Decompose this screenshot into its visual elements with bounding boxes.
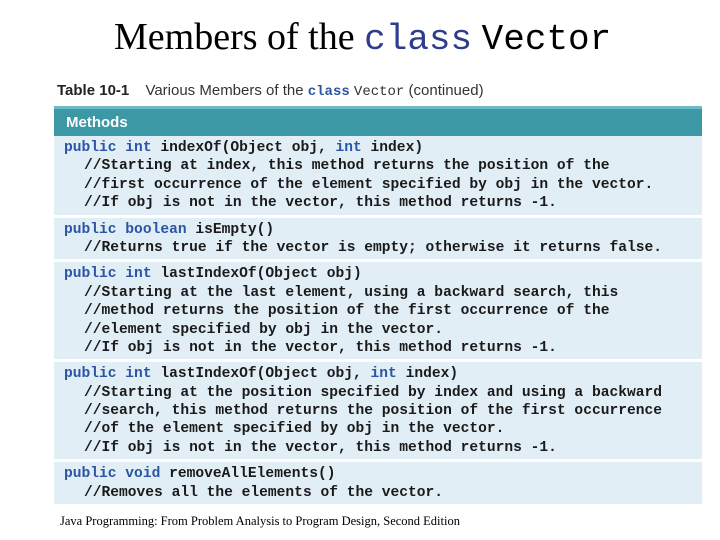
method-signature — [64, 221, 692, 239]
method-comment: //search, this method returns the position of the first occurrence — [84, 403, 663, 420]
method-comment: //of the element specified by obj in the vector. — [84, 421, 505, 438]
method-comment: //If obj is not in the vector, this method returns -1. — [84, 439, 557, 456]
method-param-type: int — [335, 140, 362, 156]
method-signature-text: removeAllElements() — [160, 466, 336, 483]
table-caption — [54, 76, 702, 106]
table-caption-class-name: Vector — [353, 84, 405, 100]
method-signature-end: index) — [361, 140, 424, 156]
method-signature-text: lastIndexOf(Object obj, — [151, 366, 371, 383]
method-comment: //first occurrence of the element specified by obj in the vector. — [84, 176, 654, 193]
method-comment: //If obj is not in the vector, this method returns -1. — [84, 195, 557, 212]
method-comment: //Returns true if the vector is empty; otherwise it returns false. — [84, 239, 663, 256]
members-table — [54, 76, 702, 501]
method-signature-text: lastIndexOf(Object obj) — [151, 266, 362, 283]
method-modifiers: public int — [64, 366, 152, 383]
method-row — [54, 362, 702, 462]
slide-title — [114, 12, 611, 65]
method-row — [54, 462, 702, 507]
slide-title-class-keyword: class — [364, 19, 473, 60]
method-comment: //Starting at the last element, using a backward search, this — [84, 284, 619, 301]
method-signature-text: isEmpty() — [186, 221, 275, 238]
method-comment: //If obj is not in the vector, this method returns -1. — [84, 339, 557, 356]
method-signature — [64, 265, 692, 283]
table-caption-class-keyword: class — [307, 84, 350, 100]
method-signature-end: index) — [396, 366, 459, 383]
method-param-type: int — [370, 366, 397, 383]
method-comment: //Starting at index, this method returns the position of the — [84, 158, 610, 175]
slide-footer: Java Programming: From Problem Analysis to Program Design, Second Edition — [60, 514, 460, 528]
slide-title-text: Members of the — [114, 16, 355, 58]
method-row — [54, 262, 702, 362]
method-signature — [64, 465, 692, 483]
method-row — [54, 136, 702, 218]
method-comment: //Starting at the position specified by index and using a backward — [84, 384, 663, 401]
method-signature — [64, 365, 692, 383]
method-comment: //Removes all the elements of the vector. — [84, 484, 444, 501]
method-row — [54, 218, 702, 263]
method-modifiers: public boolean — [64, 221, 187, 238]
method-modifiers: public int — [64, 266, 152, 283]
method-comment: //element specified by obj in the vector. — [84, 321, 444, 338]
method-comment: //method returns the position of the first occurrence of the — [84, 303, 610, 320]
table-caption-continued: (continued) — [408, 82, 484, 99]
method-signature — [64, 139, 692, 157]
method-rows — [54, 136, 702, 507]
method-modifiers: public int — [64, 140, 152, 156]
table-number: Table 10-1 — [57, 82, 130, 99]
table-header: Methods — [54, 106, 702, 136]
method-signature-text: indexOf(Object obj, — [151, 140, 336, 156]
method-modifiers: public void — [64, 466, 161, 483]
slide-title-class-name: Vector — [481, 19, 612, 60]
table-caption-text: Various Members of the — [145, 82, 304, 99]
